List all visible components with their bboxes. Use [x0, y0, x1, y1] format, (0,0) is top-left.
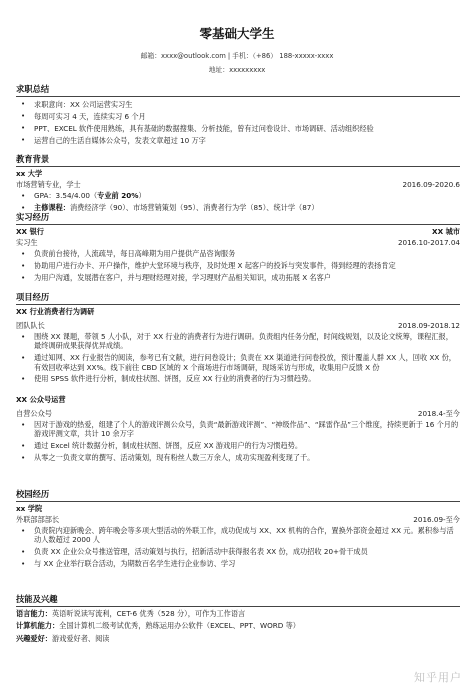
- watermark: 知乎用户: [414, 670, 462, 684]
- item-text: 为用户沟通，发展潜在客户，并与理财经理对接，学习理财产品相关知识，成功拓展 X 名客户: [34, 272, 331, 282]
- list-item: [16, 249, 460, 258]
- computer-text: 全国计算机二级考试优秀，熟练运用办公软件（EXCEL、PPT、WORD 等）: [59, 621, 300, 631]
- item-text: 负责 XX 企业公众号推送管理，活动策划与执行，招新活动中获得报名表 XX 份，成功招收 20+骨干成员: [34, 547, 368, 557]
- campus-section: [16, 489, 460, 571]
- bullet-icon: •: [21, 452, 26, 462]
- list-item: [16, 374, 460, 383]
- item-text: 使用 SPSS 软件进行分析，制成柱状图、饼图，反应 XX 行业的消费者的行为习惯趋势。: [34, 374, 316, 384]
- courses-label: 主修课程：: [34, 202, 70, 212]
- major-row: [16, 179, 460, 190]
- gpa-end: ）: [138, 191, 146, 200]
- section-divider: [16, 224, 460, 225]
- project-role: 团队队长: [16, 321, 45, 330]
- separator: |: [227, 52, 231, 60]
- list-item: [16, 441, 460, 450]
- project-dates: 2018.4-至今: [417, 408, 460, 418]
- item-text: 负责前台接待，人流疏导，每日高峰期为用户提供产品咨询服务: [34, 249, 236, 258]
- bullet-icon: •: [21, 100, 26, 108]
- computer-label: 计算机能力：: [16, 621, 60, 631]
- list-item: [16, 124, 460, 133]
- section-title: 教育背景: [16, 154, 50, 164]
- list-item: [16, 526, 460, 545]
- project-name: XX 公众号运营: [16, 394, 66, 404]
- campus-role-row: [16, 514, 460, 525]
- item-text: 每周可实习 4 天，连续实习 6 个月: [34, 111, 146, 121]
- campus-role: 外联部部部长: [16, 515, 60, 524]
- education-dates: 2016.09-2020.6: [402, 180, 460, 189]
- bullet-icon: •: [21, 547, 26, 557]
- section-title: 技能及兴趣: [16, 594, 58, 604]
- campus-list: [16, 526, 460, 568]
- org-row: [16, 503, 460, 514]
- address-line: [0, 66, 474, 75]
- bullet-icon: •: [21, 559, 26, 569]
- list-item: [16, 332, 460, 351]
- bullet-icon: •: [21, 353, 26, 363]
- bullet-icon: •: [21, 111, 26, 120]
- resume-name: 零基础大学生: [199, 26, 275, 41]
- project-list: [16, 420, 460, 462]
- project-name-row: [16, 306, 460, 317]
- list-item: [16, 559, 460, 568]
- company-row: [16, 226, 460, 237]
- bullet-icon: •: [21, 441, 26, 451]
- email-value: xxxx@outlook.com: [161, 52, 226, 60]
- item-text: 通过知网、XX 行业报告的阅读，参考已有文献，进行问卷设计；负责在 XX 渠道进行问卷投放，预计覆盖人群 XX 人，回收 XX 份，有效回收率达到 XX%。线下前往 CBD 区域的 X 个商场进行市场调研，现场采访与形成，收集用户反馈 X 份: [34, 353, 456, 372]
- section-divider: [16, 501, 460, 502]
- item-text: 因对于游戏的热爱，组建了个人的游戏评测公众号，负责“最新游戏评测”、“神级作品”、“踩雷作品”三个维度，持续更新于 16 个月的游戏评测文章，共计 10 余万字: [34, 419, 459, 439]
- section-divider: [16, 166, 460, 167]
- school-row: [16, 168, 460, 179]
- bullet-icon: •: [21, 191, 26, 200]
- skills-section: [16, 594, 460, 646]
- bullet-icon: •: [21, 135, 26, 144]
- item-text: 通过 Excel 统计数据分析，制成柱状图、饼图，反应 XX 游戏用户的行为习惯趋势。: [34, 441, 303, 451]
- language-label: 语言能力：: [16, 609, 52, 618]
- item-text: 围绕 XX 课题，带领 5 人小队，对于 XX 行业的消费者行为进行调研。负责组内任务分配，时间线规划，以及论文统筹，课程汇报，最终调研成果获得优异成绩。: [34, 332, 453, 351]
- bullet-icon: •: [21, 272, 26, 282]
- item-text: PPT、EXCEL 软件使用熟练，具有基础的数据搜集、分析技能，曾有过问卷设计、市场调研、活动组织经验: [34, 123, 374, 133]
- major: 市场营销专业，学士: [16, 180, 81, 189]
- bullet-icon: •: [21, 526, 26, 535]
- section-title: 求职总结: [16, 84, 50, 94]
- section-divider: [16, 304, 460, 305]
- role: 实习生: [16, 238, 38, 247]
- bullet-icon: •: [21, 374, 26, 384]
- phone-value: （+86） 188-xxxxx-xxxx: [252, 52, 334, 60]
- gpa-text: GPA：3.54/4.00（: [34, 191, 98, 200]
- section-title: 校园经历: [16, 489, 50, 499]
- item-text: 协助用户进行办卡、开户操作，维护大堂环境与秩序，及时处理 X 起客户的投诉与突发事件，得到经理的表扬肯定: [34, 260, 396, 270]
- internship-list: [16, 249, 460, 282]
- language-text: 英语听说读写流利，CET-6 优秀（528 分），可作为工作语言: [51, 609, 246, 618]
- address-label: 地址：: [208, 66, 230, 74]
- email-label: 邮箱：: [140, 52, 162, 60]
- company-city: XX 城市: [432, 227, 460, 236]
- item-text: 从零之一负责文章的撰写、活动策划，现有粉丝人数三万余人，成功实现盈利变现了千。: [34, 452, 315, 462]
- education-section: [16, 154, 460, 215]
- list-item: [16, 420, 460, 439]
- list-item: [16, 136, 460, 145]
- computer-skill: [16, 621, 460, 630]
- item-text: 与 XX 企业举行联合活动，为期数百名学生进行企业参访、学习: [34, 559, 236, 569]
- education-list: [16, 191, 460, 212]
- address-value: xxxxxxxxx: [229, 66, 266, 74]
- role-row: [16, 237, 460, 248]
- bullet-icon: •: [21, 332, 26, 341]
- bullet-icon: •: [21, 123, 26, 132]
- project-role-row: [16, 408, 460, 419]
- project-dates: 2018.09-2018.12: [397, 321, 460, 330]
- list-item: [16, 203, 460, 212]
- phone-label: 手机：: [232, 52, 253, 60]
- language-skill: [16, 609, 460, 618]
- list-item: [16, 353, 460, 372]
- internship-section: [16, 212, 460, 285]
- item-text: 运营自己的生活自媒体公众号，发表文章超过 10 万字: [34, 135, 206, 145]
- internship-dates: 2016.10-2017.04: [397, 238, 460, 247]
- section-divider: [16, 606, 460, 607]
- hobby-text: 游戏爱好者、阅读: [51, 633, 110, 643]
- project-role: 自营公众号: [16, 408, 52, 418]
- project-list: [16, 332, 460, 384]
- bullet-icon: •: [21, 419, 26, 429]
- bullet-icon: •: [21, 202, 26, 212]
- contact-line: [0, 52, 474, 61]
- project-name: XX 行业消费者行为调研: [16, 307, 95, 316]
- bullet-icon: •: [21, 260, 26, 270]
- projects-section: [16, 292, 460, 465]
- section-title: 项目经历: [16, 292, 50, 302]
- list-item: [16, 191, 460, 200]
- hobby-label: 兴趣爱好：: [16, 633, 52, 643]
- item-text: 求职意向：XX 公司运营实习生: [34, 100, 133, 109]
- list-item: [16, 547, 460, 556]
- section-title: 实习经历: [16, 212, 50, 222]
- list-item: [16, 453, 460, 462]
- courses-text: 消费经济学（90）、市场营销策划（95）、消费者行为学（85）、统计学（87）: [69, 202, 319, 212]
- project-role-row: [16, 320, 460, 331]
- list-item: [16, 112, 460, 121]
- campus-dates: 2016.09-至今: [413, 515, 460, 524]
- summary-section: [16, 84, 460, 147]
- project-name-row: [16, 394, 460, 405]
- list-item: [16, 100, 460, 109]
- bullet-icon: •: [21, 249, 26, 258]
- section-divider: [16, 96, 460, 97]
- list-item: [16, 273, 460, 282]
- gpa-rank: 专业前 20%: [97, 191, 139, 200]
- hobby: [16, 634, 460, 643]
- list-item: [16, 261, 460, 270]
- org-name: xx 学院: [16, 504, 43, 513]
- company-name: XX 银行: [16, 227, 44, 236]
- item-text: 负责院内迎新晚会、跨年晚会等多项大型活动的外联工作，成功促成与 XX、XX 机构的合作，置换外部资金超过 XX 元。累积参与活动人数超过 2000 人: [34, 526, 454, 545]
- school-name: xx 大学: [16, 169, 43, 178]
- summary-list: [16, 100, 460, 145]
